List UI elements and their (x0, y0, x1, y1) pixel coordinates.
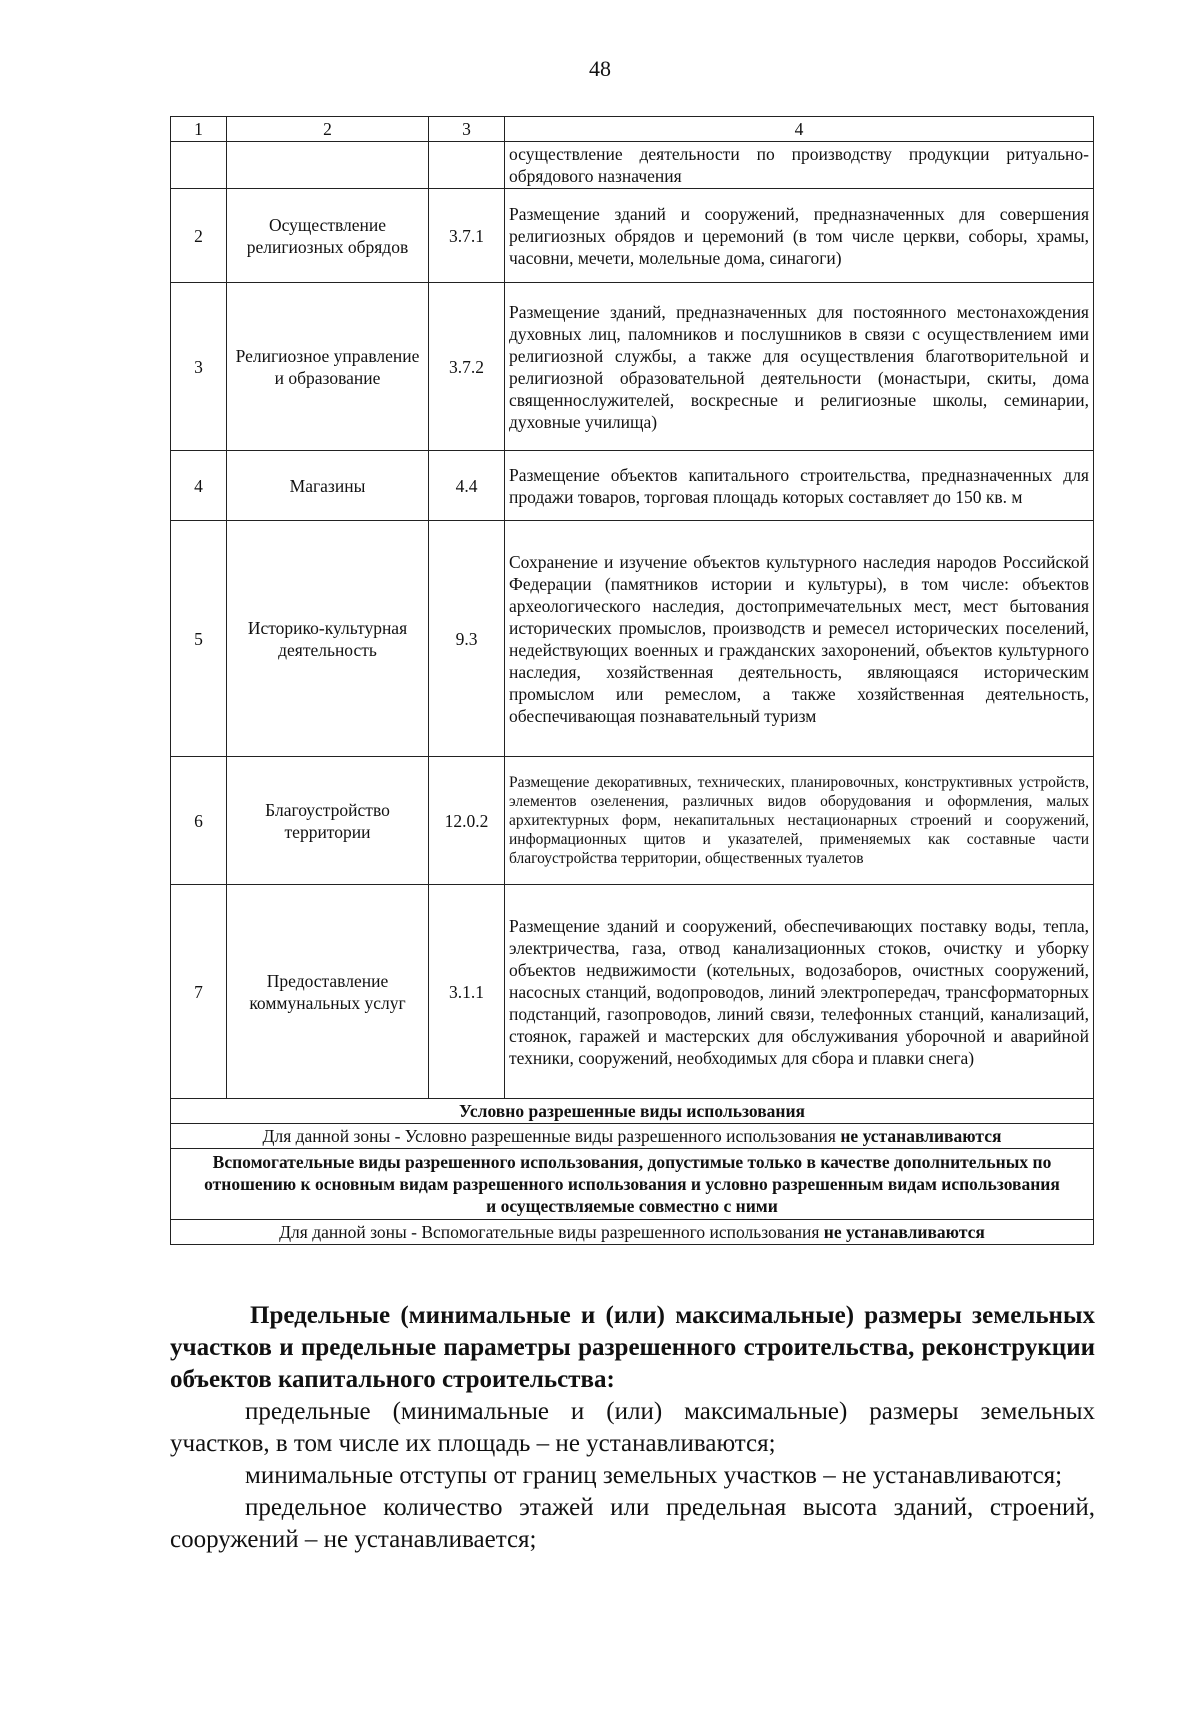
paragraph: предельные (минимальные и (или) максимальные) размеры земельных участков, в том числе их площадь – не устанавливаются; (170, 1398, 1095, 1457)
section-heading: Предельные (минимальные и (или) максимальные) размеры земельных участков и предельные параметры разрешенного строительства, реконструкции объектов капитального строительства: (170, 1302, 1095, 1393)
use-code: 3.7.2 (429, 283, 505, 451)
paragraph: минимальные отступы от границ земельных участков – не устанавливаются; (245, 1462, 1063, 1489)
header-cell: 4 (505, 117, 1094, 142)
use-code: 4.4 (429, 451, 505, 521)
table-row (171, 757, 1094, 885)
table-row (171, 142, 1094, 189)
table-row (171, 521, 1094, 757)
paragraph: предельное количество этажей или предельная высота зданий, строений, сооружений – не устанавливается; (170, 1494, 1095, 1553)
conditional-uses-note: Для данной зоны - Условно разрешенные виды разрешенного использования не устанавливаются (171, 1124, 1094, 1149)
header-cell: 3 (429, 117, 505, 142)
table-row (171, 1124, 1094, 1149)
use-name: Предоставление коммунальных услуг (227, 885, 429, 1099)
use-code: 12.0.2 (429, 757, 505, 885)
row-number: 7 (171, 885, 227, 1099)
use-description: Размещение объектов капитального строительства, предназначенных для продажи товаров, торговая площадь которых составляет до 150 кв. м (505, 451, 1094, 521)
table-row (171, 283, 1094, 451)
use-name: Магазины (227, 451, 429, 521)
row-number: 6 (171, 757, 227, 885)
land-use-table (170, 116, 1094, 1245)
table-row (171, 1099, 1094, 1124)
header-cell: 2 (227, 117, 429, 142)
row-number: 2 (171, 189, 227, 283)
auxiliary-uses-title: Вспомогательные виды разрешенного использования, допустимые только в качестве дополнительных по отношению к основным видам разрешенного использования и условно разрешенным видам использования и осуществляемые совместно с ними (171, 1149, 1094, 1220)
use-code: 9.3 (429, 521, 505, 757)
use-description: Размещение декоративных, технических, планировочных, конструктивных устройств, элементов озеленения, различных видов оборудования и оформления, малых архитектурных форм, некапитальных нестационарных строений и сооружений, информационных щитов и указателей, применяемых как составные части благоустройства территории, общественных туалетов (505, 757, 1094, 885)
use-code: 3.1.1 (429, 885, 505, 1099)
page-number: 48 (589, 56, 611, 81)
continuation-cell: осуществление деятельности по производству продукции ритуально-обрядового назначения (505, 142, 1094, 189)
auxiliary-uses-note: Для данной зоны - Вспомогательные виды разрешенного использования не устанавливаются (171, 1220, 1094, 1245)
row-number: 3 (171, 283, 227, 451)
use-code: 3.7.1 (429, 189, 505, 283)
use-name: Осуществление религиозных обрядов (227, 189, 429, 283)
use-name: Историко-культурная деятельность (227, 521, 429, 757)
conditional-uses-title: Условно разрешенные виды использования (171, 1099, 1094, 1124)
row-number: 4 (171, 451, 227, 521)
use-name: Благоустройство территории (227, 757, 429, 885)
use-name: Религиозное управление и образование (227, 283, 429, 451)
table-row (171, 885, 1094, 1099)
table-row (171, 189, 1094, 283)
use-description: Размещение зданий, предназначенных для постоянного местонахождения духовных лиц, паломников и послушников в связи с осуществлением ими религиозной службы, а также для осуществления благотворительной и религиозной образовательной деятельности (монастыри, скиты, дома священнослужителей, воскресные и религиозные школы, семинарии, духовные училища) (505, 283, 1094, 451)
table-row (171, 451, 1094, 521)
use-description: Размещение зданий и сооружений, обеспечивающих поставку воды, тепла, электричества, газа, отвод канализационных стоков, очистку и уборку объектов недвижимости (котельных, водозаборов, очистных сооружений, насосных станций, водопроводов, линий электропередач, трансформаторных подстанций, газопроводов, линий связи, телефонных станций, канализаций, стоянок, гаражей и мастерских для обслуживания уборочной и аварийной техники, сооружений, необходимых для сбора и плавки снега) (505, 885, 1094, 1099)
parameters-section (170, 1300, 1095, 1556)
row-number: 5 (171, 521, 227, 757)
use-description: Размещение зданий и сооружений, предназначенных для совершения религиозных обрядов и церемоний (в том числе церкви, соборы, храмы, часовни, мечети, молельные дома, синагоги) (505, 189, 1094, 283)
table-header-row (171, 117, 1094, 142)
use-description: Сохранение и изучение объектов культурного наследия народов Российской Федерации (памятников истории и культуры), в том числе: объектов археологического наследия, достопримечательных мест, мест бытования исторических промыслов, производств и ремесел исторических поселений, недействующих военных и гражданских захоронений, объектов культурного наследия, хозяйственная деятельность, являющаяся историческим промыслом или ремеслом, а также хозяйственная деятельность, обеспечивающая познавательный туризм (505, 521, 1094, 757)
table-row (171, 1149, 1094, 1220)
table-row (171, 1220, 1094, 1245)
header-cell: 1 (171, 117, 227, 142)
